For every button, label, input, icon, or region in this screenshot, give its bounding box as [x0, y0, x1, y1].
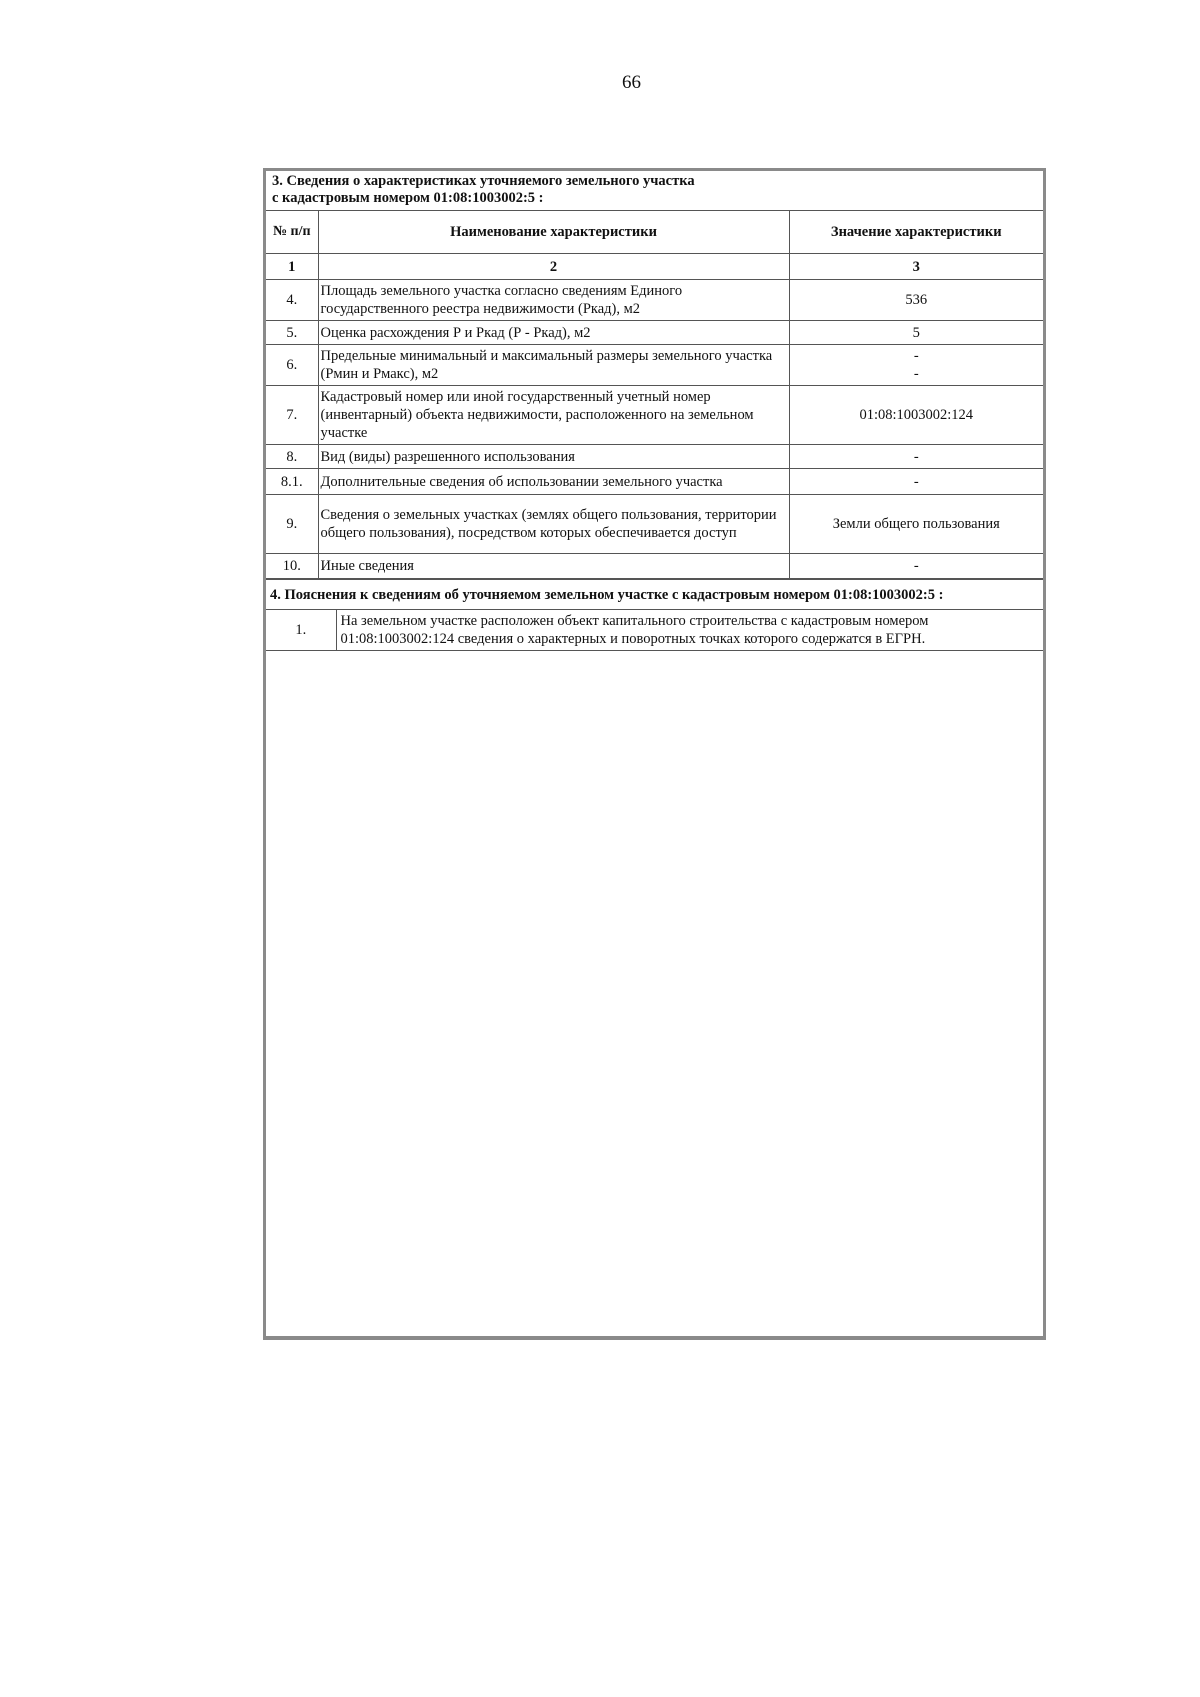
table-row	[266, 321, 1043, 345]
row-value: -	[789, 445, 1043, 469]
notes-row	[266, 610, 1043, 651]
row-num: 5.	[266, 321, 318, 345]
document-frame	[263, 168, 1046, 1340]
table-row	[266, 469, 1043, 495]
section3-title	[266, 171, 1043, 211]
row-name: Сведения о земельных участках (землях общего пользования, территории общего пользования), посредством которых обеспечивается доступ	[318, 495, 789, 554]
table-row	[266, 280, 1043, 321]
row-name: Площадь земельного участка согласно сведениям Единого государственного реестра недвижимости (Ркад), м2	[318, 280, 789, 321]
row-num: 10.	[266, 554, 318, 579]
row-num: 8.1.	[266, 469, 318, 495]
row-value: Земли общего пользования	[789, 495, 1043, 554]
table-header-row	[266, 211, 1043, 254]
header-value: Значение характеристики	[789, 211, 1043, 254]
row-num: 7.	[266, 386, 318, 445]
note-text: На земельном участке расположен объект капитального строительства с кадастровым номером 01:08:1003002:124 сведения о характерных и поворотных точках которого содержатся в ЕГРН.	[336, 610, 1043, 651]
row-num: 6.	[266, 345, 318, 386]
table-row	[266, 554, 1043, 579]
header-name: Наименование характеристики	[318, 211, 789, 254]
row-value: 536	[789, 280, 1043, 321]
row-value: 5	[789, 321, 1043, 345]
row-name: Иные сведения	[318, 554, 789, 579]
row-num: 8.	[266, 445, 318, 469]
section3-title-line2: с кадастровым номером 01:08:1003002:5 :	[272, 190, 544, 206]
row-name: Предельные минимальный и максимальный размеры земельного участка (Рмин и Рмакс), м2	[318, 345, 789, 386]
table-row	[266, 386, 1043, 445]
row-value-max: -	[913, 366, 919, 382]
table-row	[266, 345, 1043, 386]
row-num: 4.	[266, 280, 318, 321]
row-value	[789, 345, 1043, 386]
section3-title-line1: 3. Сведения о характеристиках уточняемого земельного участка	[272, 173, 695, 189]
column-number: 2	[318, 254, 789, 280]
row-num: 9.	[266, 495, 318, 554]
row-name: Вид (виды) разрешенного использования	[318, 445, 789, 469]
notes-table	[266, 579, 1043, 651]
column-number: 3	[789, 254, 1043, 280]
table-row	[266, 495, 1043, 554]
row-value: 01:08:1003002:124	[789, 386, 1043, 445]
row-value: -	[789, 469, 1043, 495]
row-value: -	[789, 554, 1043, 579]
note-num: 1.	[266, 610, 336, 651]
page-number: 66	[622, 72, 641, 93]
row-name: Оценка расхождения Р и Ркад (Р - Ркад), м2	[318, 321, 789, 345]
column-number: 1	[266, 254, 318, 280]
characteristics-table	[266, 171, 1043, 579]
row-value-min: -	[913, 348, 919, 364]
row-name: Кадастровый номер или иной государственный учетный номер (инвентарный) объекта недвижимости, расположенного на земельном участке	[318, 386, 789, 445]
section4-title: 4. Пояснения к сведениям об уточняемом земельном участке с кадастровым номером 01:08:1003002:5 :	[266, 580, 1043, 610]
row-name: Дополнительные сведения об использовании земельного участка	[318, 469, 789, 495]
table-row	[266, 445, 1043, 469]
column-number-row	[266, 254, 1043, 280]
header-num: № п/п	[266, 211, 318, 254]
